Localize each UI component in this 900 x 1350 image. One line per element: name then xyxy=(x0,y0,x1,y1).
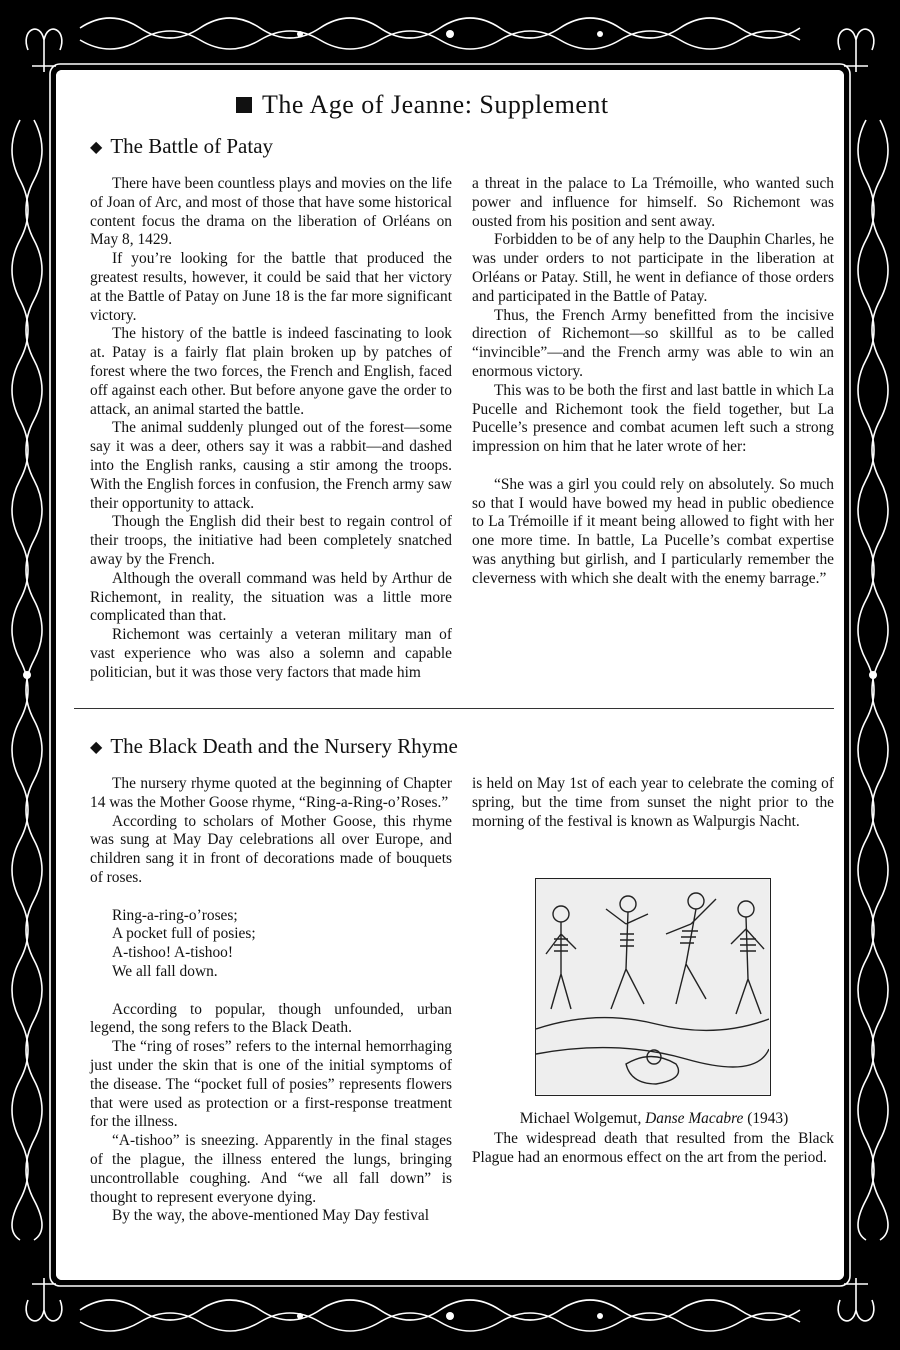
paragraph-continued: is held on May 1st of each year to celebrate the coming of spring, but the time from sunset the night prior to the morning of the festival is known as Walpurgis Nacht. xyxy=(472,775,834,830)
caption-title: Danse Macabre xyxy=(645,1110,744,1127)
square-bullet-icon xyxy=(236,97,252,113)
paragraph: The nursery rhyme quoted at the beginning of Chapter 14 was the Mother Goose rhyme, “Ring-a-Ring-o’Roses.” xyxy=(90,775,452,811)
paragraph: “A-tishoo” is sneezing. Apparently in the final stages of the plague, the illness entered the lungs, bringing uncontrollable coughing. And “we all fall down” is thought to represent everyone dying. xyxy=(90,1132,452,1206)
paragraph: If you’re looking for the battle that produced the greatest results, however, it could be said that her victory at the Battle of Patay on June 18 is the far more significant victory. xyxy=(90,250,452,324)
paragraph: Thus, the French Army benefitted from the incisive direction of Richemont—so skillful as to be called “invincible”—and the French army was able to win an enormous victory. xyxy=(472,306,834,380)
paragraph: Forbidden to be of any help to the Dauphin Charles, he was under orders to not participate in the liberation at Orléans or Patay. Still, he went in defiance of those orders and participated in the Battle of Patay. xyxy=(472,231,834,305)
diamond-bullet-icon: ◆ xyxy=(90,138,103,156)
verse-line: A-tishoo! A-tishoo! xyxy=(112,944,233,962)
section-divider xyxy=(74,708,834,709)
section1-right-column xyxy=(472,175,834,589)
paragraph: Although the overall command was held by Arthur de Richemont, in reality, the situation was a little more complicated than that. xyxy=(90,569,452,625)
section-heading-battle-of-patay xyxy=(90,134,273,159)
caption-year: (1943) xyxy=(747,1110,789,1127)
paragraph: By the way, the above-mentioned May Day festival xyxy=(112,1207,429,1225)
paragraph: According to scholars of Mother Goose, this rhyme was sung at May Day celebrations all over Europe, and children sang it in front of decorations made of bouquets of roses. xyxy=(90,812,452,886)
paragraph-continued: a threat in the palace to La Trémoille, who wanted such power and influence for himself. So Richemont was ousted from his position and sent away. xyxy=(472,175,834,230)
section-heading-text: The Battle of Patay xyxy=(110,134,274,158)
verse-line: We all fall down. xyxy=(112,962,218,980)
paragraph: The “ring of roses” refers to the internal hemorrhaging just under the skin that is one of the initial symptoms of the disease. The “pocket full of posies” represents flowers that were used as protection or a first-response treatment for the illness. xyxy=(90,1038,452,1131)
illustration-caption xyxy=(474,1110,834,1128)
page-title xyxy=(236,90,676,120)
danse-macabre-illustration xyxy=(535,878,771,1096)
section2-left-column xyxy=(90,775,452,1226)
diamond-bullet-icon: ◆ xyxy=(90,738,103,756)
paragraph: There have been countless plays and movies on the life of Joan of Arc, and most of those that have some historical content focus the drama on the liberation of Orléans on May 8, 1429. xyxy=(90,175,452,249)
caption-author: Michael Wolgemut, xyxy=(519,1110,642,1127)
section1-left-column xyxy=(90,175,452,683)
paragraph: The animal suddenly plunged out of the forest—some say it was a deer, others say it was a rabbit—and dashed into the English ranks, causing a stir among the troops. With the English forces in confusion, the French army saw their opportunity to attack. xyxy=(90,419,452,512)
quote-paragraph: “She was a girl you could rely on absolutely. So much so that I would have bowed my head in public obedience to La Trémoille if it meant being allowed to fight with her one more time. In battle, La Pucelle’s combat expertise was anything but girlish, and I particularly remember the cleverness with which she dealt with the enemy barrage.” xyxy=(472,475,834,587)
paragraph: According to popular, though unfounded, urban legend, the song refers to the Black Death. xyxy=(90,1000,452,1037)
section2-right-column xyxy=(472,775,834,831)
verse-line: A pocket full of posies; xyxy=(112,925,256,943)
paragraph: The history of the battle is indeed fascinating to look at. Patay is a fairly flat plain broken up by patches of forest where the two forces, the French and English, faced off against each other. But before anyone gave the order to attack, an animal started the battle. xyxy=(90,325,452,418)
paragraph: The widespread death that resulted from the Black Plague had an enormous effect on the art from the period. xyxy=(472,1130,834,1166)
paragraph: Though the English did their best to regain control of their troops, the initiative had been completely snatched away by the French. xyxy=(90,513,452,568)
section2-right-column-continued xyxy=(472,1130,834,1168)
section-heading-black-death xyxy=(90,734,458,759)
verse-line: Ring-a-ring-o’roses; xyxy=(112,906,238,924)
section-heading-text: The Black Death and the Nursery Rhyme xyxy=(110,734,458,758)
skeleton-dance-image xyxy=(536,879,769,1094)
paragraph: Richemont was certainly a veteran military man of vast experience who was also a solemn and capable politician, but it was those very factors that made him xyxy=(90,626,452,681)
page-title-text: The Age of Jeanne: Supplement xyxy=(262,90,609,119)
paragraph: This was to be both the first and last battle in which La Pucelle and Richemont took the field together, but La Pucelle’s presence and combat acumen left such a strong impression on him that he later wrote of her: xyxy=(472,381,834,456)
